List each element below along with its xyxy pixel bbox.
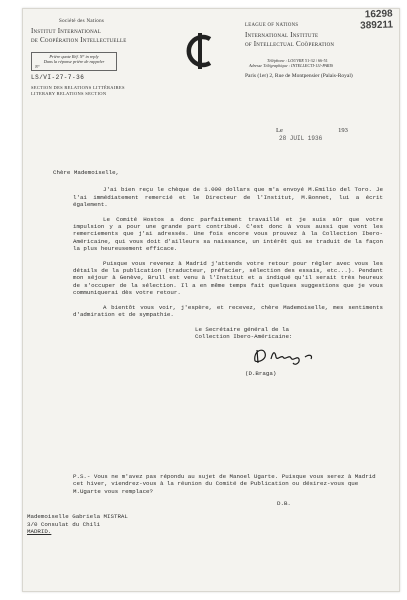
org-line-2: de Coopération Intellectuelle xyxy=(31,36,127,44)
signatory-title-1: Le Secrétaire général de la xyxy=(195,325,289,333)
telegraph-address: Adresse Télégraphique : INTELLECTI-111-PARIS xyxy=(249,63,333,68)
handwritten-signature-icon xyxy=(249,345,319,367)
reference-number: LS/VI-27-7-36 xyxy=(31,74,85,81)
dateline xyxy=(276,127,386,134)
letter-body xyxy=(53,169,383,377)
ref-box-line-3: N° xyxy=(35,64,40,69)
society-label: Société des Nations xyxy=(59,19,105,24)
ref-box-line-2: Dans la réponse prière de rappeler xyxy=(43,59,105,64)
paragraph-4: A bientôt vous voir, j'espère, et recevez, chère Mademoiselle, mes sentiments d'admiration et de sympathie. xyxy=(73,303,383,319)
addressee-line-2: 3/0 Consulat du Chili xyxy=(27,520,101,528)
institute-name-en xyxy=(245,31,395,49)
signature-block xyxy=(195,326,383,341)
section-line-2: LITERARY RELATIONS SECTION xyxy=(31,91,107,96)
letterhead-right xyxy=(245,23,395,79)
addressee-name: Mademoiselle Gabriela MISTRAL xyxy=(27,513,128,520)
date-stamp: 28 JUIL 1936 xyxy=(279,135,323,142)
initials: D.B. xyxy=(277,500,291,507)
org-line-2-en: of Intellectual Coöperation xyxy=(245,40,335,48)
postscript: P.S.- Vous ne m'avez pas répondu au sujet de Manoel Ugarte. Puisque vous serez à Madrid cet hiver, viendrez-vous à la réunion du Comité de Publication ou désirez-vous que M.Ugarte vous remplace? xyxy=(73,473,376,495)
archive-number-1: 16298 xyxy=(364,8,393,21)
paragraph-2: Le Comité Hostos a donc parfaitement travaillé et je suis sûr que votre impulsion y a pour une grande part contribué. C'est donc à vous aussi que vont les remerciements que j'ai adressés. Une fois encore vous prouvez à la Collection Ibero-Américaine, qui vous doit d'ailleurs sa naissance, un intérêt qui se traduit de la façon la plus heureusement efficace. xyxy=(73,215,383,253)
institute-logo-icon xyxy=(183,31,217,71)
postal-address: Paris (1er) 2, Rue de Montpensier (Palais-Royal) xyxy=(245,73,353,79)
addressee-block xyxy=(27,513,128,536)
letterhead-left xyxy=(31,19,171,97)
institute-name-fr xyxy=(31,27,171,45)
reference-box xyxy=(31,52,117,71)
org-line-1-en: International Institute xyxy=(245,31,319,39)
org-line-1: Institut International xyxy=(31,27,101,35)
archive-number-2: 389211 xyxy=(360,19,394,32)
letter-page xyxy=(22,8,400,592)
telephone-label: Téléphone : LOUVRE xyxy=(267,58,304,63)
date-prefix: Le xyxy=(276,127,283,134)
date-suffix: 193 xyxy=(338,127,348,134)
signed-name: (D.Braga) xyxy=(245,369,277,377)
section-line-1: SECTION DES RELATIONS LITTÉRAIRES xyxy=(31,85,125,90)
paragraph-3: Puisque vous revenez à Madrid j'attends votre retour pour régler avec vous les détails de la publication (traducteur, préfacier, sélection des essais, etc...). Pendant mon séjour à Genève, Brull est venu à l'Institut et a indiqué qu'il serait très heureux de s'occuper de la sélection. Il a en même temps fait quelques suggestions que je vous communiquerai dès votre retour. xyxy=(73,259,383,297)
league-label: LEAGUE OF NATIONS xyxy=(245,23,299,28)
ref-box-line-1: Prière quote Réf. N° in reply xyxy=(49,54,99,59)
section-name xyxy=(31,85,171,97)
telephone-numbers: 51-32 / 66-51 xyxy=(305,58,328,63)
signatory-title-2: Collection Ibero-Américaine: xyxy=(195,332,293,340)
paragraph-1: J'ai bien reçu le chèque de 1.000 dollars que m'a envoyé M.Emilio del Toro. Je l'ai immédiatement remercié et le Directeur de l'Institut, M.Bonnet, lui a écrit également. xyxy=(73,186,383,209)
salutation: Chère Mademoiselle, xyxy=(53,169,120,176)
addressee-city: MADRID. xyxy=(27,528,52,536)
telephone-info xyxy=(245,58,395,68)
